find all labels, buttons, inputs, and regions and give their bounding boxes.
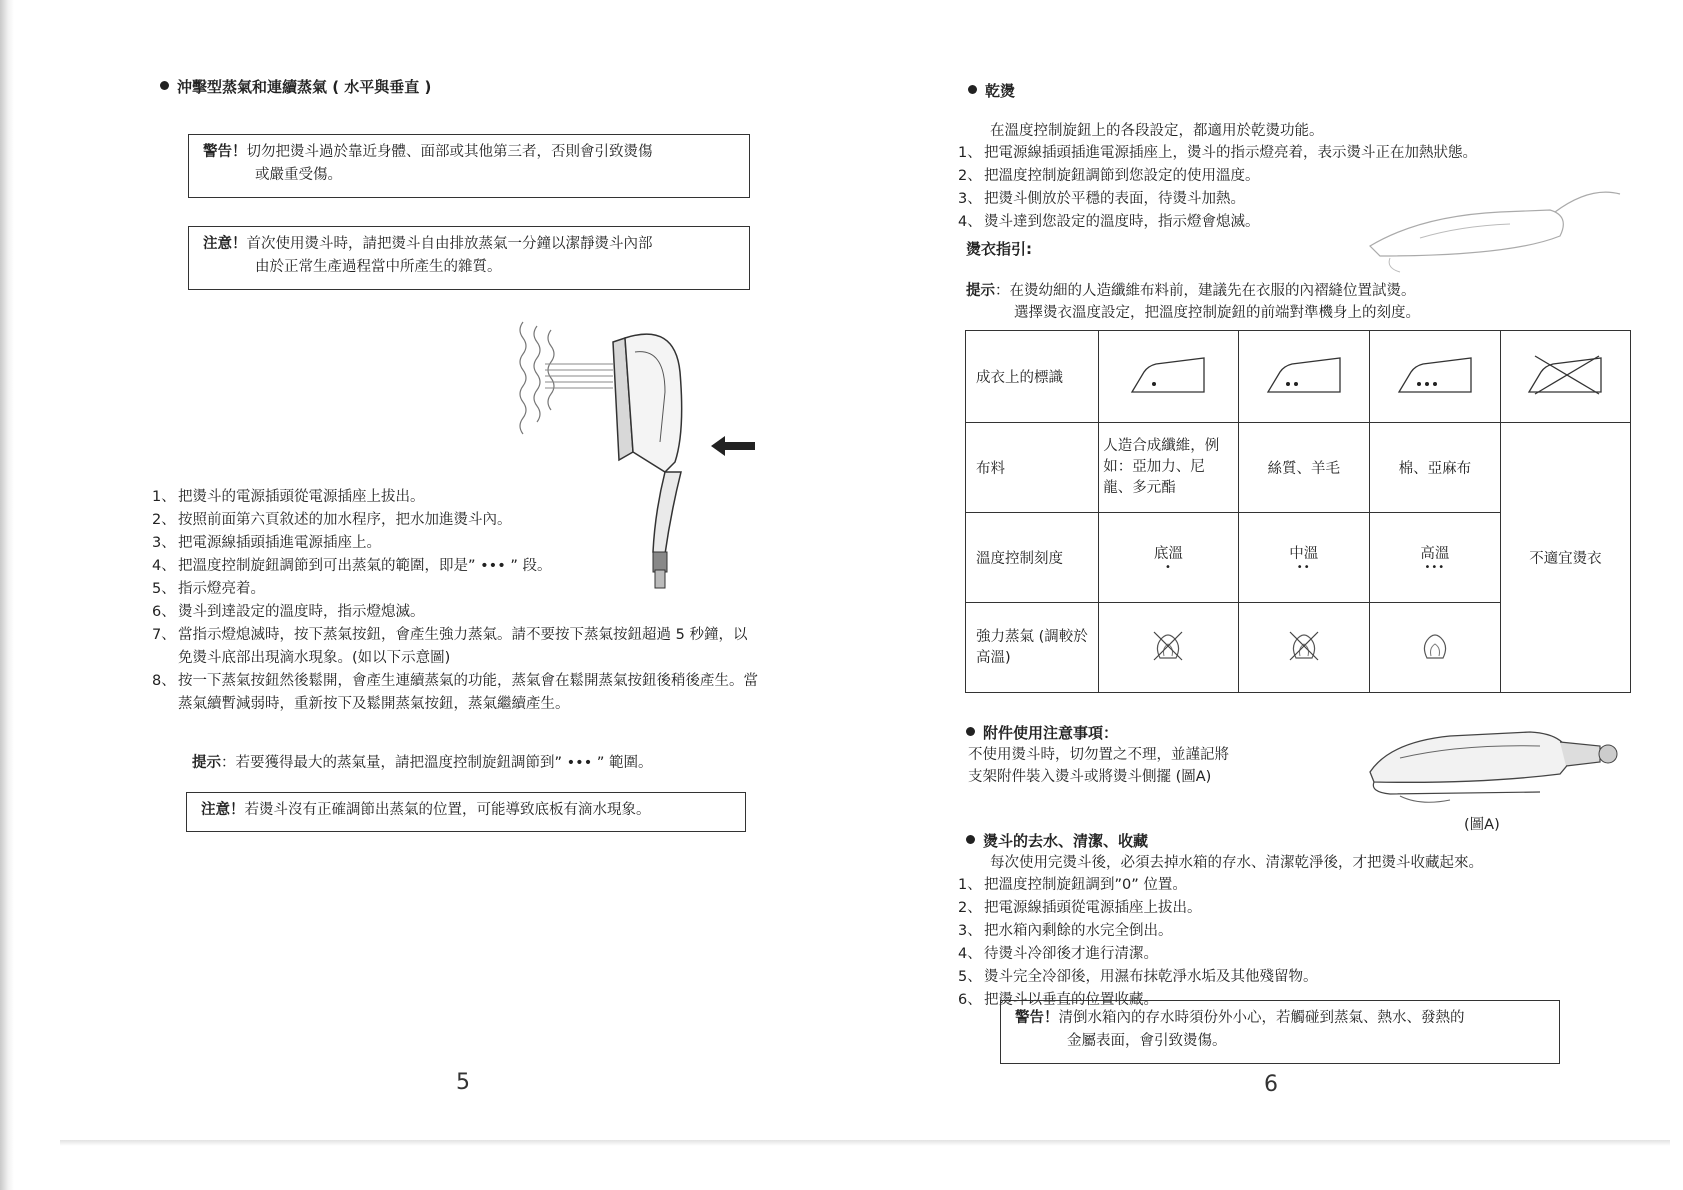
caution-label: 注意！ [203,236,247,252]
page-number: 6 [1264,1072,1278,1097]
list-item: 2、 按照前面第六頁敘述的加水程序，把水加進燙斗內。 [152,512,512,528]
list-item: 6、 燙斗到達設定的溫度時，指示燈熄滅。 [152,604,425,620]
steam-not-allowed-medium [1238,603,1369,693]
dry-intro: 在溫度控制旋鈕上的各段設定，都適用於乾燙功能。 [990,123,1324,139]
list-item: 3、 把燙斗側放於平穩的表面，待燙斗加熱。 [958,191,1245,207]
fabric-synthetic: 人造合成纖維，例如：亞加力、尼龍、多元酯 [1099,423,1238,513]
tip-label: 提示 [192,755,221,771]
tip-line [192,752,653,774]
section-title: 乾燙 [985,82,1016,100]
steam-steps-list [152,486,772,716]
list-item: 2、 把電源線插頭從電源插座上拔出。 [958,900,1202,916]
steam-crossed-icon [1148,626,1188,666]
list-item: 1、 把燙斗的電源插頭從電源插座上拔出。 [152,489,425,505]
clean-intro: 每次使用完燙斗後，必須去掉水箱的存水、清潔乾淨後，才把燙斗收藏起來。 [990,855,1483,871]
arrow-left-icon [711,436,755,456]
section-title: 燙斗的去水、清潔、收藏 [983,832,1149,850]
list-item: 4、 待燙斗冷卻後才進行清潔。 [958,946,1158,962]
warning-box [188,134,750,198]
ironing-guide-table [965,330,1631,693]
steam-icon [1415,626,1455,666]
hint-text-2: 選擇燙衣溫度設定，把溫度控制旋鈕的前端對準機身上的刻度。 [1014,305,1420,321]
bullet-icon [966,835,975,844]
iron-three-dots-icon [1397,354,1473,396]
warning-text-1: 切勿把燙斗過於靠近身體、面部或其他第三者，否則會引致燙傷 [246,144,653,160]
ironing-guide-title: 燙衣指引: [966,240,1032,258]
figure-caption: (圖A) [1464,817,1500,833]
iron-with-stand-figure [1360,712,1630,812]
list-item: 1、 把溫度控制旋鈕調到”0” 位置。 [958,877,1187,893]
iron-side-sketch [1360,176,1640,276]
right-page [840,0,1683,1130]
caution-box-first-use [188,226,750,290]
caution-box-dripping [186,792,746,832]
section-heading-cleaning [966,830,1148,851]
page-number: 5 [456,1070,470,1095]
clean-steps-list [958,874,1638,1012]
iron-two-dots-icon [1266,354,1342,396]
table-row [966,423,1631,513]
row-header-label: 成衣上的標識 [966,331,1099,423]
warning-text-1: 清倒水箱內的存水時須份外小心，若觸碰到蒸氣、熱水、發熱的 [1058,1010,1465,1026]
bullet-icon [966,727,975,736]
fabric-silk-wool: 絲質、羊毛 [1238,423,1369,513]
list-item: 7、 當指示燈熄滅時，按下蒸氣按鈕，會產生強力蒸氣。請不要按下蒸氣按鈕超過 5 秒鐘，以免燙斗底部出現滴水現象。(如以下示意圖) [152,627,748,666]
temp-high: 高溫 ••• [1369,513,1500,603]
caution-text: 若燙斗沒有正確調節出蒸氣的位置，可能導致底板有滴水現象。 [244,802,651,818]
list-item: 3、 把電源線插頭插進電源插座上。 [152,535,381,551]
temp-low: 底溫 • [1099,513,1238,603]
list-item: 1、 把電源線插頭插進電源插座上，燙斗的指示燈亮着，表示燙斗正在加熱狀態。 [958,145,1477,161]
warning-label: 警告！ [203,144,247,160]
bullet-icon [968,85,977,94]
warning-box-cleaning [1000,1000,1560,1064]
iron-one-dot-icon [1130,354,1206,396]
warning-text-2: 或嚴重受傷。 [255,167,342,183]
list-item: 3、 把水箱內剩餘的水完全倒出。 [958,923,1173,939]
accessory-text-1: 不使用燙斗時，切勿置之不理，並謹記將 [968,747,1229,763]
do-not-iron-icon [1527,354,1603,396]
section-heading-steam [160,76,431,97]
row-header-fabric: 布料 [966,423,1099,513]
hint-label: 提示 [966,283,995,299]
tip-text: ：若要獲得最大的蒸氣量，請把溫度控制旋鈕調節到” ••• ” 範圍。 [221,755,653,771]
section-title: 沖擊型蒸氣和連續蒸氣 ( 水平與垂直 ) [177,78,432,96]
care-label-do-not-iron [1500,331,1630,423]
temp-medium: 中溫 •• [1238,513,1369,603]
hint-text-1: ：在燙幼細的人造纖維布料前，建議先在衣服的內褶縫位置試燙。 [995,283,1416,299]
accessory-text [968,744,1229,788]
steam-allowed-high [1369,603,1500,693]
list-item: 5、 指示燈亮着。 [152,581,265,597]
section-heading-accessory [966,722,1118,743]
hint-block [966,280,1420,324]
list-item: 8、 按一下蒸氣按鈕然後鬆開，會產生連續蒸氣的功能，蒸氣會在鬆開蒸氣按鈕後稍後產生。當蒸氣續暫減弱時，重新按下及鬆開蒸氣按鈕，蒸氣繼續產生。 [152,673,758,712]
row-header-temperature: 溫度控制刻度 [966,513,1099,603]
care-label-one-dot [1099,331,1238,423]
accessory-text-2: 支架附件裝入燙斗或將燙斗側擺 (圖A) [968,769,1212,785]
page-bottom-shadow [60,1140,1670,1146]
list-item: 5、 燙斗完全冷卻後，用濕布抹乾淨水垢及其他殘留物。 [958,969,1318,985]
left-page [0,0,840,1130]
table-row [966,331,1631,423]
not-suitable-cell: 不適宜燙衣 [1500,423,1630,693]
caution-label: 注意！ [201,802,245,818]
row-header-burst-steam: 強力蒸氣 (調較於高溫) [966,603,1099,693]
list-item: 4、 把溫度控制旋鈕調節到可出蒸氣的範圍，即是” ••• ” 段。 [152,558,552,574]
caution-text-1: 首次使用燙斗時，請把燙斗自由排放蒸氣一分鐘以潔靜燙斗內部 [246,236,653,252]
list-item: 2、 把溫度控制旋鈕調節到您設定的使用溫度。 [958,168,1260,184]
care-label-two-dots [1238,331,1369,423]
care-label-three-dots [1369,331,1500,423]
fabric-cotton-linen: 棉、亞麻布 [1369,423,1500,513]
section-title: 附件使用注意事項： [983,724,1119,742]
section-heading-dry-iron [968,80,1015,101]
steam-not-allowed-low [1099,603,1238,693]
bullet-icon [160,81,169,90]
warning-text-2: 金屬表面，會引致燙傷。 [1067,1033,1227,1049]
caution-text-2: 由於正常生產過程當中所產生的雜質。 [255,259,502,275]
list-item: 4、 燙斗達到您設定的溫度時，指示燈會熄滅。 [958,214,1260,230]
list-item: 6、 把燙斗以垂直的位置收藏。 [958,992,1158,1008]
steam-crossed-icon [1284,626,1324,666]
warning-label: 警告！ [1015,1010,1059,1026]
